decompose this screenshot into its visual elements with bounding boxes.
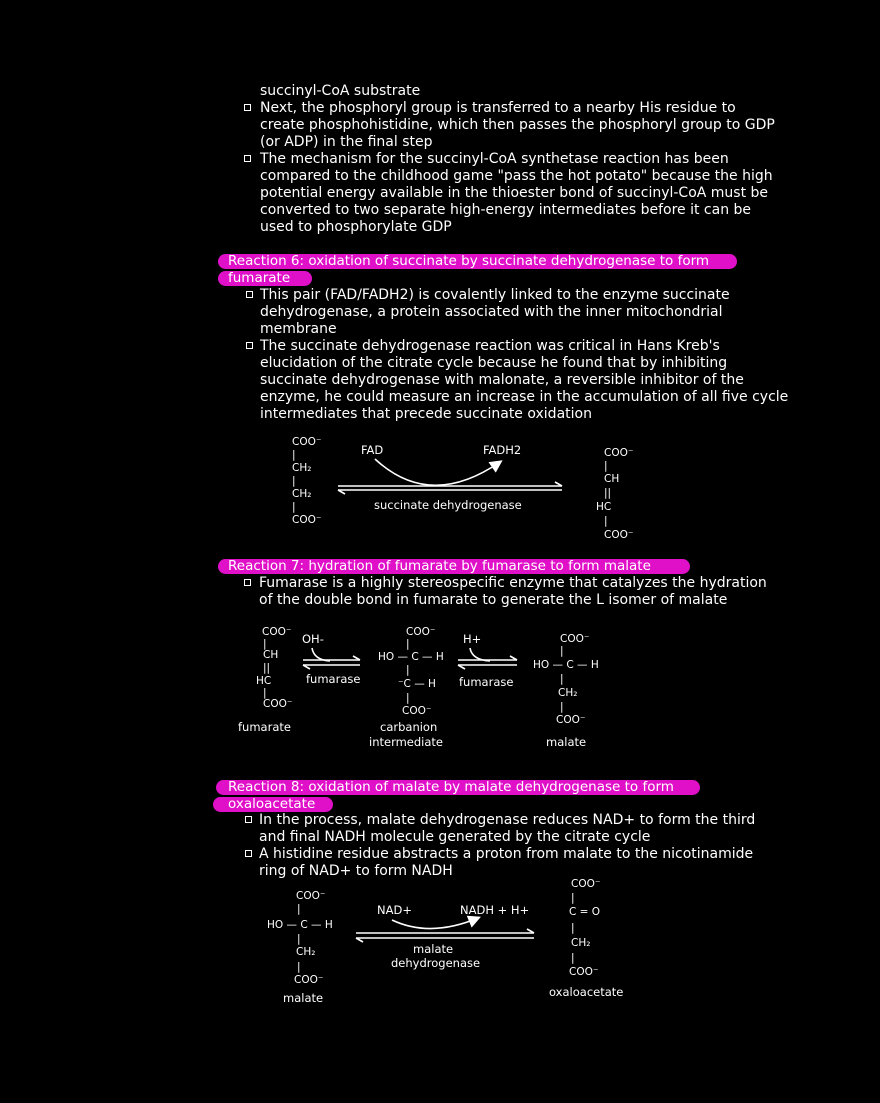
malate-label: malate bbox=[283, 991, 324, 1005]
nad-label: NAD+ bbox=[377, 903, 412, 917]
carbanion-label: carbanion bbox=[380, 720, 438, 734]
enzyme-label: dehydrogenase bbox=[391, 956, 481, 970]
enzyme-label: succinate dehydrogenase bbox=[374, 498, 522, 512]
bullet-line: dehydrogenase, a protein associated with the inner mitochondrial bbox=[260, 304, 723, 320]
carbanion-structure-line: COO⁻ bbox=[406, 626, 436, 638]
h-plus-label: H+ bbox=[463, 632, 482, 646]
bullet-line: Fumarase is a highly stereospecific enzyme that catalyzes the hydration bbox=[259, 575, 767, 591]
bullet-line: create phosphohistidine, which then passes the phosphoryl group to GDP bbox=[260, 117, 775, 133]
equilibrium-arrow bbox=[458, 656, 517, 669]
fumarate-structure-line: HC bbox=[596, 501, 612, 513]
malate-structure-line: HO — C — H bbox=[267, 919, 333, 931]
oxaloacetate-structure-line: COO⁻ bbox=[569, 966, 599, 978]
oxaloacetate-structure-line: | bbox=[571, 922, 575, 934]
oxaloacetate-structure-line: C = O bbox=[569, 906, 601, 918]
malate-structure-line: | bbox=[297, 933, 301, 945]
fumarate-structure-line: | bbox=[604, 515, 608, 527]
fumarase-label: fumarase bbox=[459, 675, 514, 689]
bullet-line: Next, the phosphoryl group is transferred to a nearby His residue to bbox=[260, 100, 736, 116]
enzyme-label: malate bbox=[413, 942, 454, 956]
fumarate-label: fumarate bbox=[238, 720, 291, 734]
bullet-line: converted to two separate high-energy intermediates before it can be bbox=[260, 202, 752, 218]
bullet-line: succinate dehydrogenase with malonate, a reversible inhibitor of the bbox=[260, 372, 744, 388]
fumarate-structure-line: | bbox=[263, 687, 267, 699]
bullet-line: membrane bbox=[260, 321, 337, 337]
bullet-line: enzyme, he could measure an increase in the accumulation of all five cycle bbox=[260, 389, 789, 405]
bullet-line: A histidine residue abstracts a proton from malate to the nicotinamide bbox=[259, 846, 754, 862]
oh-label: OH- bbox=[302, 632, 324, 646]
bullet-line: ring of NAD+ to form NADH bbox=[259, 863, 453, 879]
carbanion-structure-line: ⁻C — H bbox=[398, 678, 436, 690]
succinate-structure-line: | bbox=[292, 501, 296, 513]
bullet-line: elucidation of the citrate cycle because he found that by inhibiting bbox=[260, 355, 728, 371]
reagent-curve-arrow bbox=[470, 648, 490, 661]
cofactor-curve-arrow bbox=[392, 918, 478, 929]
bullet-line: (or ADP) in the final step bbox=[260, 134, 433, 150]
reaction6-heading: fumarate bbox=[228, 270, 291, 286]
malate-structure-line: COO⁻ bbox=[556, 714, 586, 726]
malate-structure-line: | bbox=[297, 903, 301, 915]
fumarate-structure-line: COO⁻ bbox=[604, 447, 634, 459]
bullet-line: intermediates that precede succinate oxidation bbox=[260, 406, 592, 422]
fumarate-structure-line: HC bbox=[256, 675, 272, 687]
carbanion-structure-line: | bbox=[406, 638, 410, 650]
malate-label: malate bbox=[546, 735, 587, 749]
succinate-structure-line: | bbox=[292, 449, 296, 461]
malate-structure-line: CH₂ bbox=[296, 946, 316, 958]
malate-structure-line: | bbox=[560, 701, 564, 713]
bullet-line: The succinate dehydrogenase reaction was critical in Hans Kreb's bbox=[260, 338, 720, 354]
fumarate-structure-line: || bbox=[604, 487, 612, 499]
fumarate-structure-line: COO⁻ bbox=[263, 698, 293, 710]
succinate-structure-line: COO⁻ bbox=[292, 514, 322, 526]
bullet-line: The mechanism for the succinyl-CoA synthetase reaction has been bbox=[260, 151, 729, 167]
oxaloacetate-structure-line: CH₂ bbox=[571, 937, 591, 949]
oxaloacetate-structure-line: | bbox=[571, 892, 575, 904]
bullet-line: In the process, malate dehydrogenase reduces NAD+ to form the third bbox=[259, 812, 756, 828]
malate-structure-line: CH₂ bbox=[558, 687, 578, 699]
succinate-structure-line: CH₂ bbox=[292, 462, 312, 474]
cofactor-curve-arrow bbox=[375, 459, 500, 485]
carbanion-label: intermediate bbox=[369, 735, 443, 749]
carbanion-structure-line: COO⁻ bbox=[402, 705, 432, 717]
fadh2-label: FADH2 bbox=[483, 443, 522, 457]
continuation-text: succinyl-CoA substrate bbox=[260, 83, 421, 99]
malate-structure-line: | bbox=[297, 961, 301, 973]
malate-structure-line: COO⁻ bbox=[294, 974, 324, 986]
reaction8-heading: Reaction 8: oxidation of malate by malate dehydrogenase to form bbox=[228, 779, 674, 795]
equilibrium-arrow bbox=[356, 929, 534, 942]
bullet-line: potential energy available in the thioester bond of succinyl-CoA must be bbox=[260, 185, 769, 201]
equilibrium-arrow bbox=[303, 656, 360, 669]
fumarate-structure-line: || bbox=[263, 662, 271, 674]
malate-structure-line: | bbox=[560, 673, 564, 685]
oxaloacetate-structure-line: COO⁻ bbox=[571, 878, 601, 890]
bullet-line: of the double bond in fumarate to generate the L isomer of malate bbox=[259, 592, 728, 608]
bullet-line: compared to the childhood game "pass the hot potato" because the high bbox=[260, 168, 773, 184]
nadh-label: NADH + H+ bbox=[460, 903, 530, 917]
succinate-structure-line: | bbox=[292, 475, 296, 487]
malate-structure-line: COO⁻ bbox=[560, 633, 590, 645]
malate-structure-line: COO⁻ bbox=[296, 890, 326, 902]
reaction7-heading: Reaction 7: hydration of fumarate by fumarase to form malate bbox=[228, 558, 651, 574]
reaction6-heading: Reaction 6: oxidation of succinate by succinate dehydrogenase to form bbox=[228, 253, 710, 269]
fumarate-structure-line: COO⁻ bbox=[262, 626, 292, 638]
fumarate-structure-line: | bbox=[263, 638, 267, 650]
malate-structure-line: | bbox=[560, 645, 564, 657]
fumarate-structure-line: CH bbox=[263, 649, 279, 661]
bullet-line: used to phosphorylate GDP bbox=[260, 219, 452, 235]
reaction8-heading: oxaloacetate bbox=[228, 796, 316, 812]
fumarate-structure-line: COO⁻ bbox=[604, 529, 634, 541]
fumarate-structure-line: | bbox=[604, 460, 608, 472]
carbanion-structure-line: | bbox=[406, 664, 410, 676]
oxaloacetate-label: oxaloacetate bbox=[549, 985, 624, 999]
bullet-line: and final NADH molecule generated by the citrate cycle bbox=[259, 829, 651, 845]
succinate-structure-line: COO⁻ bbox=[292, 436, 322, 448]
fumarate-structure-line: CH bbox=[604, 473, 620, 485]
oxaloacetate-structure-line: | bbox=[571, 952, 575, 964]
malate-structure-line: HO — C — H bbox=[533, 659, 599, 671]
reagent-curve-arrow bbox=[312, 648, 330, 661]
fumarase-label: fumarase bbox=[306, 672, 361, 686]
carbanion-structure-line: | bbox=[406, 692, 410, 704]
bullet-line: This pair (FAD/FADH2) is covalently linked to the enzyme succinate bbox=[260, 287, 730, 303]
carbanion-structure-line: HO — C — H bbox=[378, 651, 444, 663]
succinate-structure-line: CH₂ bbox=[292, 488, 312, 500]
fad-label: FAD bbox=[361, 443, 384, 457]
